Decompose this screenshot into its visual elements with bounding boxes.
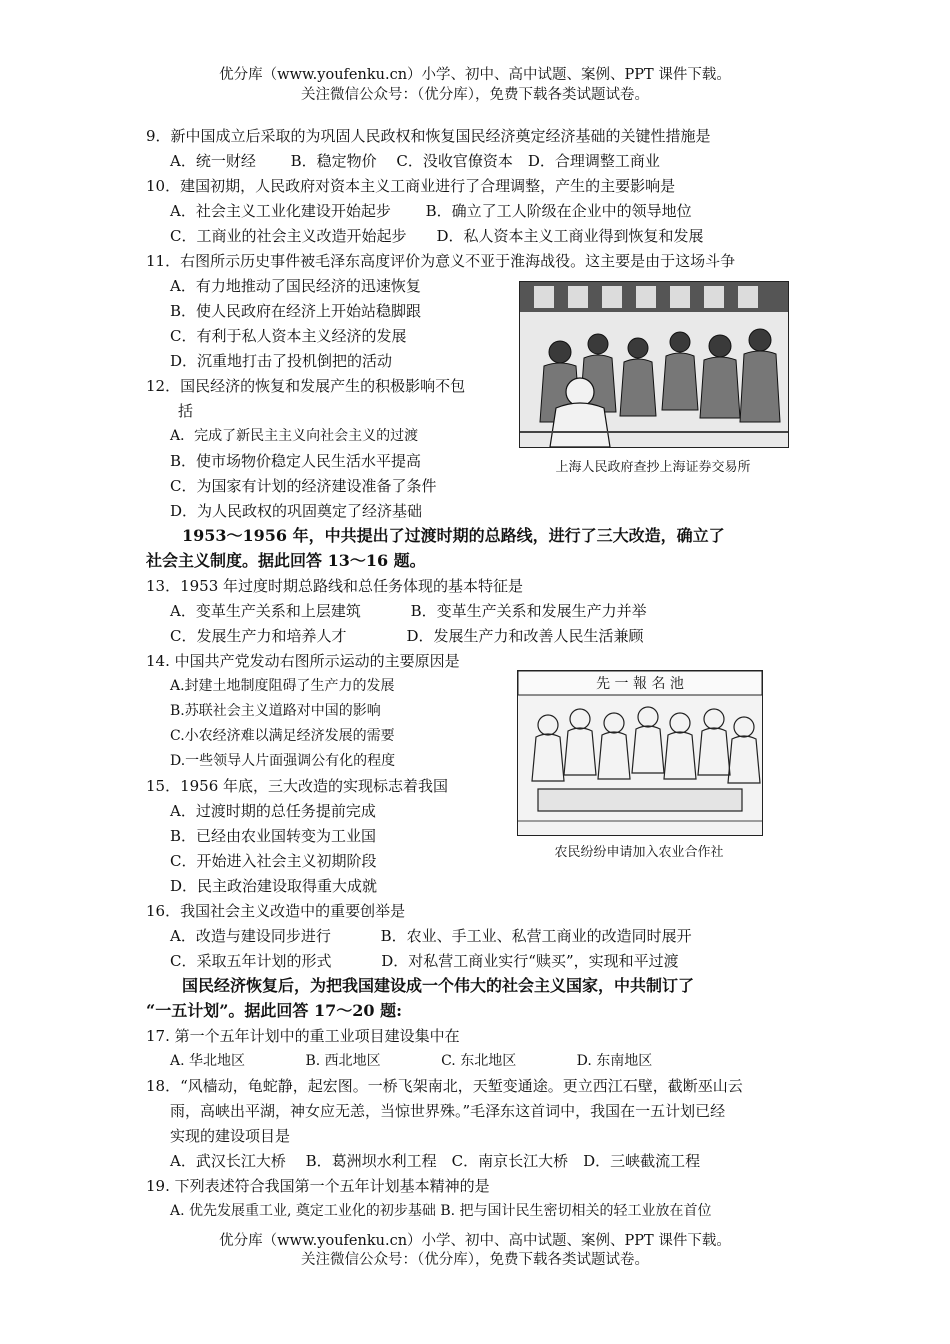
q16-options-cd: C．采取五年计划的形式 D．对私营工商业实行“赎买”，实现和平过渡 bbox=[170, 952, 679, 970]
q12-option-b: B．使市场物价稳定人民生活水平提高 bbox=[170, 452, 422, 470]
cooperative-sign-text: 先 一 報 名 池 bbox=[596, 676, 684, 692]
q11-option-c: C．有利于私人资本主义经济的发展 bbox=[170, 327, 407, 345]
header-line-1: 优分库（www.youfenku.cn）小学、初中、高中试题、案例、PPT 课件下载。 bbox=[219, 67, 731, 83]
q12-option-a: A．完成了新民主主义向社会主义的过渡 bbox=[170, 428, 419, 444]
q11-option-b: B．使人民政府在经济上开始站稳脚跟 bbox=[170, 302, 422, 320]
q19-stem: 19. 下列表述符合我国第一个五年计划基本精神的是 bbox=[146, 1177, 490, 1195]
q10-options-cd: C．工商业的社会主义改造开始起步 D．私人资本主义工商业得到恢复和发展 bbox=[170, 227, 704, 245]
q11-stem: 11．右图所示历史事件被毛泽东高度评价为意义不亚于淮海战役。这主要是由于这场斗争 bbox=[146, 252, 736, 270]
q13-stem: 13．1953 年过度时期总路线和总任务体现的基本特征是 bbox=[146, 577, 524, 595]
q16-stem: 16．我国社会主义改造中的重要创举是 bbox=[146, 902, 406, 920]
q14-option-b: B.苏联社会主义道路对中国的影响 bbox=[170, 703, 381, 719]
q17-stem: 17. 第一个五年计划中的重工业项目建设集中在 bbox=[146, 1027, 460, 1045]
cooperative-illustration bbox=[517, 670, 763, 836]
q13-options-ab: A．变革生产关系和上层建筑 B．变革生产关系和发展生产力并举 bbox=[170, 602, 647, 620]
q14-option-d: D.一些领导人片面强调公有化的程度 bbox=[170, 753, 396, 769]
section2-intro-line2: “一五计划”。据此回答 17～20 题: bbox=[146, 1001, 402, 1020]
stock-exchange-illustration bbox=[519, 281, 789, 448]
q15-option-c: C．开始进入社会主义初期阶段 bbox=[170, 852, 377, 870]
q10-stem: 10．建国初期，人民政府对资本主义工商业进行了合理调整，产生的主要影响是 bbox=[146, 177, 676, 195]
q18-options: A．武汉长江大桥 B．葛洲坝水利工程 C．南京长江大桥 D．三峡截流工程 bbox=[170, 1152, 701, 1170]
q12-stem-line1: 12．国民经济的恢复和发展产生的积极影响不包 bbox=[146, 377, 466, 395]
footer-line-1: 优分库（www.youfenku.cn）小学、初中、高中试题、案例、PPT 课件下载。 bbox=[219, 1233, 731, 1249]
q17-options: A. 华北地区 B. 西北地区 C. 东北地区 D. 东南地区 bbox=[170, 1053, 653, 1069]
q13-options-cd: C．发展生产力和培养人才 D．发展生产力和改善人民生活兼顾 bbox=[170, 627, 644, 645]
q15-option-d: D．民主政治建设取得重大成就 bbox=[170, 877, 378, 895]
q10-options-ab: A．社会主义工业化建设开始起步 B．确立了工人阶级在企业中的领导地位 bbox=[170, 202, 692, 220]
q11-option-d: D．沉重地打击了投机倒把的活动 bbox=[170, 352, 393, 370]
q12-option-d: D．为人民政权的巩固奠定了经济基础 bbox=[170, 502, 423, 520]
figure2-caption: 农民纷纷申请加入农业合作社 bbox=[554, 845, 724, 860]
q9-options: A．统一财经 B．稳定物价 C．没收官僚资本 D．合理调整工商业 bbox=[170, 152, 660, 170]
cooperative-drawing bbox=[518, 671, 762, 835]
q15-stem: 15．1956 年底，三大改造的实现标志着我国 bbox=[146, 777, 449, 795]
q11-option-a: A．有力地推动了国民经济的迅速恢复 bbox=[170, 277, 421, 295]
q18-stem-line3: 实现的建设项目是 bbox=[170, 1127, 291, 1145]
q14-option-c: C.小农经济难以满足经济发展的需要 bbox=[170, 728, 395, 744]
q19-options-ab: A. 优先发展重工业, 奠定工业化的初步基础 B. 把与国计民生密切相关的轻工业放在首位 bbox=[170, 1203, 712, 1219]
stock-exchange-drawing bbox=[520, 282, 788, 447]
q18-stem-line2: 雨，高峡出平湖，神女应无恙，当惊世界殊。”毛泽东这首词中，我国在一五计划已经 bbox=[170, 1102, 726, 1120]
q14-stem: 14. 中国共产党发动右图所示运动的主要原因是 bbox=[146, 652, 460, 670]
q15-option-b: B．已经由农业国转变为工业国 bbox=[170, 827, 377, 845]
q12-stem-line2: 括 bbox=[178, 402, 194, 420]
q16-options-ab: A．改造与建设同步进行 B．农业、手工业、私营工商业的改造同时展开 bbox=[170, 927, 692, 945]
header-line-2: 关注微信公众号：（优分库），免费下载各类试题试卷。 bbox=[301, 87, 649, 103]
footer-line-2: 关注微信公众号：（优分库），免费下载各类试题试卷。 bbox=[301, 1252, 649, 1268]
section1-intro-line1: 1953～1956 年，中共提出了过渡时期的总路线，进行了三大改造，确立了 bbox=[182, 526, 725, 545]
figure1-caption: 上海人民政府查抄上海证券交易所 bbox=[555, 460, 751, 475]
q15-option-a: A．过渡时期的总任务提前完成 bbox=[170, 802, 376, 820]
q18-stem-line1: 18．“风樯动，龟蛇静，起宏图。一桥飞架南北，天堑变通途。更立西江石壁，截断巫山云 bbox=[146, 1077, 743, 1095]
q12-option-c: C．为国家有计划的经济建设准备了条件 bbox=[170, 477, 437, 495]
section1-intro-line2: 社会主义制度。据此回答 13～16 题。 bbox=[146, 551, 426, 570]
section2-intro-line1: 国民经济恢复后，为把我国建设成一个伟大的社会主义国家，中共制订了 bbox=[182, 976, 695, 995]
q14-option-a: A.封建土地制度阻碍了生产力的发展 bbox=[170, 678, 395, 694]
q9-stem: 9．新中国成立后采取的为巩固人民政权和恢复国民经济奠定经济基础的关键性措施是 bbox=[146, 127, 711, 145]
